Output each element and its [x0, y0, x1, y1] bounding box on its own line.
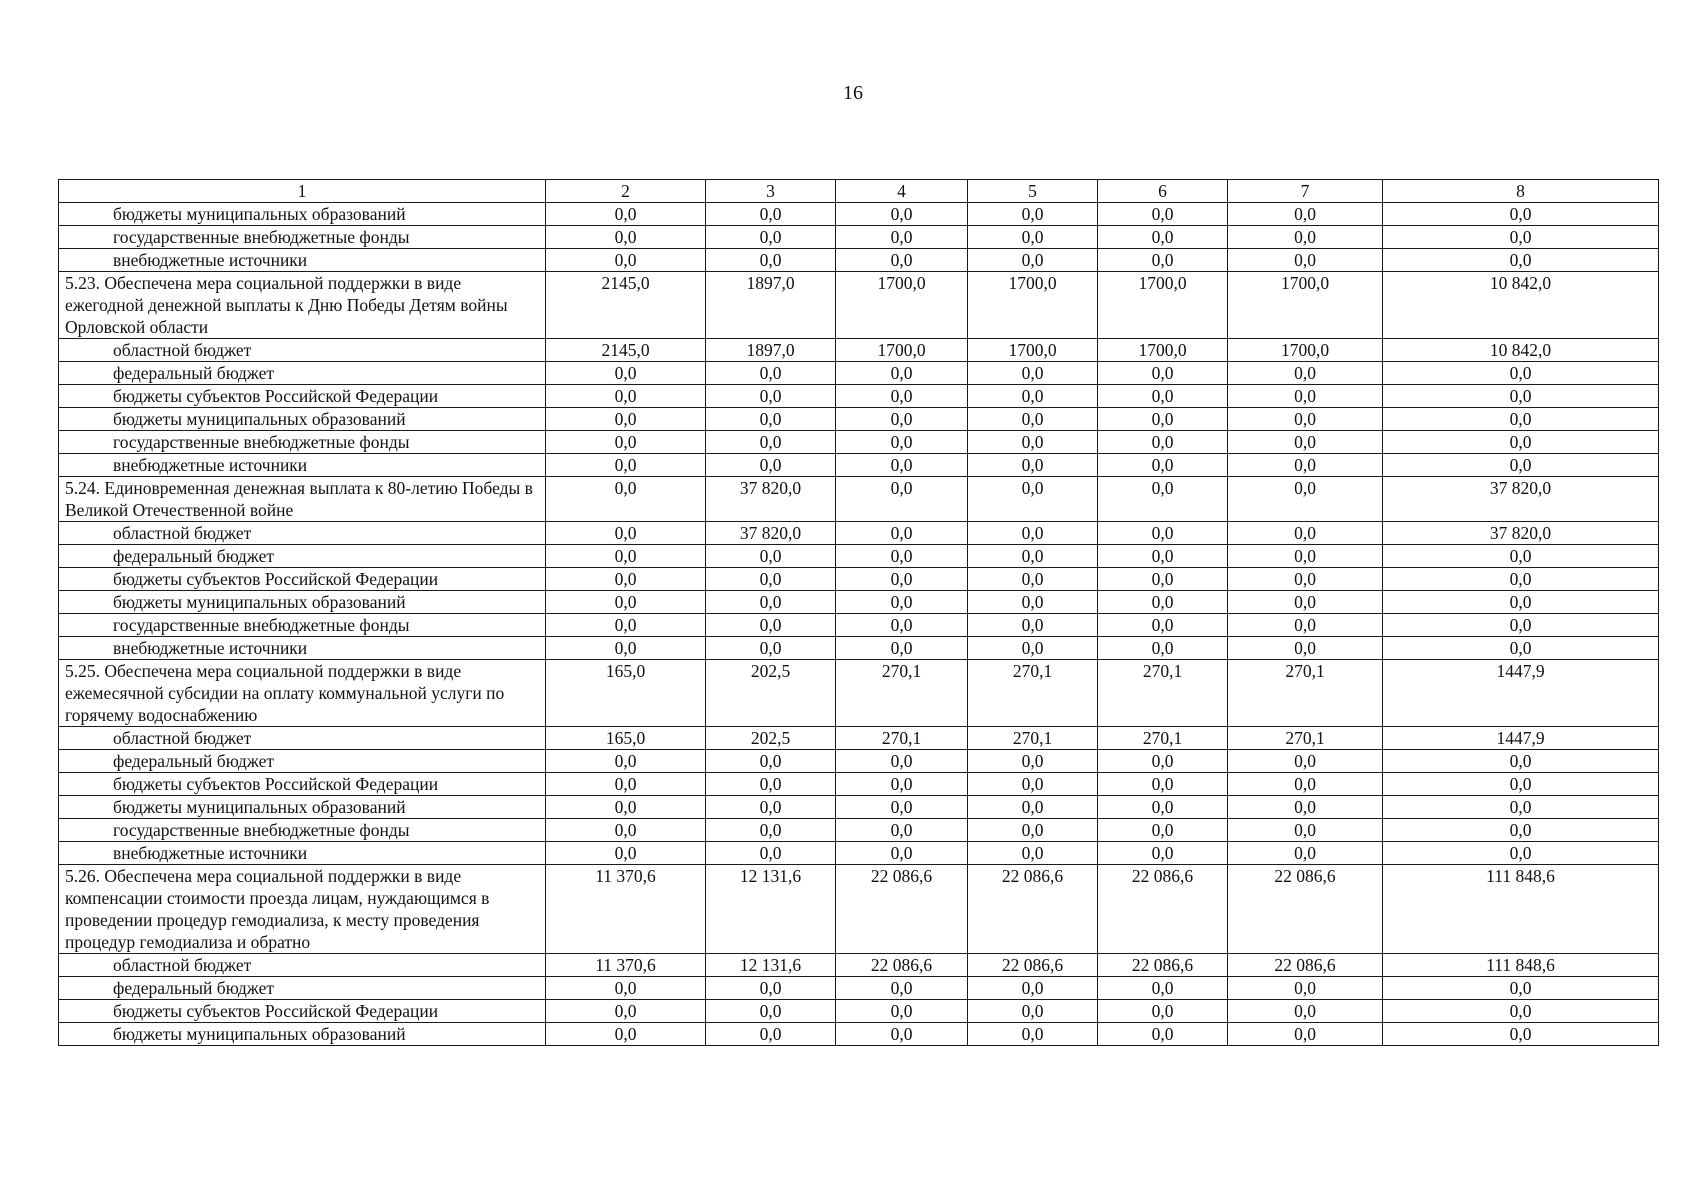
value-cell: 10 842,0 — [1383, 272, 1659, 339]
measure-row — [59, 660, 1659, 727]
value-cell: 0,0 — [1098, 545, 1228, 568]
funding-source-row — [59, 637, 1659, 660]
value-cell: 0,0 — [968, 477, 1098, 522]
funding-source-label: внебюджетные источники — [59, 454, 546, 477]
value-cell: 0,0 — [1383, 431, 1659, 454]
value-cell: 0,0 — [968, 522, 1098, 545]
value-cell: 0,0 — [706, 385, 836, 408]
value-cell: 0,0 — [1228, 477, 1383, 522]
value-cell: 0,0 — [836, 522, 968, 545]
measure-label: 5.25. Обеспечена мера социальной поддержки в виде ежемесячной субсидии на оплату коммунальной услуги по горячему водоснабжению — [59, 660, 546, 727]
value-cell: 270,1 — [1098, 660, 1228, 727]
value-cell: 0,0 — [968, 637, 1098, 660]
value-cell: 0,0 — [968, 591, 1098, 614]
value-cell: 0,0 — [706, 568, 836, 591]
value-cell: 202,5 — [706, 727, 836, 750]
value-cell: 0,0 — [968, 568, 1098, 591]
funding-source-label: бюджеты субъектов Российской Федерации — [59, 773, 546, 796]
value-cell: 22 086,6 — [968, 954, 1098, 977]
value-cell: 0,0 — [1228, 977, 1383, 1000]
funding-source-label: государственные внебюджетные фонды — [59, 819, 546, 842]
value-cell: 37 820,0 — [706, 477, 836, 522]
value-cell: 0,0 — [546, 773, 706, 796]
value-cell: 0,0 — [1228, 203, 1383, 226]
value-cell: 0,0 — [968, 545, 1098, 568]
value-cell: 0,0 — [546, 522, 706, 545]
value-cell: 12 131,6 — [706, 954, 836, 977]
measure-label: 5.26. Обеспечена мера социальной поддержки в виде компенсации стоимости проезда лицам, нуждающимся в проведении процедур гемодиализа, к месту проведения процедур гемодиализа и обратно — [59, 865, 546, 954]
value-cell: 0,0 — [1383, 362, 1659, 385]
value-cell: 0,0 — [546, 454, 706, 477]
funding-source-label: федеральный бюджет — [59, 545, 546, 568]
column-number-cell: 5 — [968, 180, 1098, 203]
funding-source-row — [59, 203, 1659, 226]
budget-table — [58, 179, 1659, 1046]
value-cell: 0,0 — [706, 431, 836, 454]
value-cell: 0,0 — [968, 454, 1098, 477]
value-cell: 0,0 — [1098, 614, 1228, 637]
column-number-cell: 8 — [1383, 180, 1659, 203]
value-cell: 0,0 — [706, 545, 836, 568]
value-cell: 0,0 — [546, 1023, 706, 1046]
value-cell: 0,0 — [1098, 773, 1228, 796]
value-cell: 0,0 — [1383, 385, 1659, 408]
funding-source-row — [59, 522, 1659, 545]
value-cell: 0,0 — [1098, 842, 1228, 865]
funding-source-row — [59, 796, 1659, 819]
column-number-cell: 2 — [546, 180, 706, 203]
measure-row — [59, 477, 1659, 522]
value-cell: 0,0 — [836, 454, 968, 477]
value-cell: 0,0 — [546, 591, 706, 614]
measure-row — [59, 865, 1659, 954]
value-cell: 0,0 — [546, 226, 706, 249]
value-cell: 0,0 — [1383, 408, 1659, 431]
value-cell: 0,0 — [1383, 637, 1659, 660]
value-cell: 0,0 — [546, 614, 706, 637]
value-cell: 0,0 — [1098, 977, 1228, 1000]
funding-source-row — [59, 819, 1659, 842]
funding-source-label: федеральный бюджет — [59, 362, 546, 385]
value-cell: 0,0 — [706, 249, 836, 272]
value-cell: 0,0 — [836, 477, 968, 522]
value-cell: 1700,0 — [836, 272, 968, 339]
value-cell: 111 848,6 — [1383, 954, 1659, 977]
value-cell: 0,0 — [546, 385, 706, 408]
value-cell: 0,0 — [968, 773, 1098, 796]
page-number: 16 — [843, 82, 863, 104]
value-cell: 11 370,6 — [546, 865, 706, 954]
value-cell: 0,0 — [1098, 454, 1228, 477]
value-cell: 0,0 — [546, 545, 706, 568]
column-number-cell: 6 — [1098, 180, 1228, 203]
measure-row — [59, 272, 1659, 339]
value-cell: 1897,0 — [706, 272, 836, 339]
value-cell: 270,1 — [968, 727, 1098, 750]
funding-source-row — [59, 954, 1659, 977]
value-cell: 0,0 — [1383, 591, 1659, 614]
funding-source-label: внебюджетные источники — [59, 637, 546, 660]
value-cell: 0,0 — [836, 431, 968, 454]
value-cell: 1700,0 — [1228, 272, 1383, 339]
value-cell: 22 086,6 — [836, 954, 968, 977]
funding-source-row — [59, 591, 1659, 614]
value-cell: 0,0 — [1098, 819, 1228, 842]
value-cell: 0,0 — [1098, 385, 1228, 408]
value-cell: 0,0 — [706, 362, 836, 385]
funding-source-label: бюджеты муниципальных образований — [59, 203, 546, 226]
value-cell: 0,0 — [968, 1023, 1098, 1046]
value-cell: 0,0 — [1228, 796, 1383, 819]
value-cell: 1447,9 — [1383, 727, 1659, 750]
measure-label: 5.24. Единовременная денежная выплата к 80-летию Победы в Великой Отечественной войне — [59, 477, 546, 522]
value-cell: 0,0 — [836, 385, 968, 408]
value-cell: 37 820,0 — [1383, 522, 1659, 545]
funding-source-label: федеральный бюджет — [59, 750, 546, 773]
value-cell: 1700,0 — [1098, 272, 1228, 339]
value-cell: 0,0 — [836, 819, 968, 842]
value-cell: 0,0 — [968, 796, 1098, 819]
value-cell: 0,0 — [1383, 614, 1659, 637]
value-cell: 0,0 — [1098, 750, 1228, 773]
column-number-cell: 3 — [706, 180, 836, 203]
value-cell: 0,0 — [836, 1000, 968, 1023]
value-cell: 1700,0 — [968, 339, 1098, 362]
value-cell: 0,0 — [836, 842, 968, 865]
value-cell: 0,0 — [546, 203, 706, 226]
funding-source-row — [59, 842, 1659, 865]
value-cell: 0,0 — [706, 977, 836, 1000]
funding-source-label: областной бюджет — [59, 727, 546, 750]
value-cell: 0,0 — [1228, 545, 1383, 568]
value-cell: 0,0 — [968, 226, 1098, 249]
value-cell: 0,0 — [1098, 568, 1228, 591]
value-cell: 0,0 — [1383, 842, 1659, 865]
value-cell: 0,0 — [706, 796, 836, 819]
funding-source-label: областной бюджет — [59, 339, 546, 362]
value-cell: 0,0 — [1228, 385, 1383, 408]
value-cell: 0,0 — [1383, 796, 1659, 819]
value-cell: 0,0 — [968, 408, 1098, 431]
funding-source-label: бюджеты муниципальных образований — [59, 591, 546, 614]
funding-source-label: бюджеты субъектов Российской Федерации — [59, 385, 546, 408]
value-cell: 0,0 — [968, 385, 1098, 408]
value-cell: 0,0 — [706, 591, 836, 614]
value-cell: 0,0 — [546, 750, 706, 773]
value-cell: 0,0 — [1228, 226, 1383, 249]
value-cell: 22 086,6 — [968, 865, 1098, 954]
value-cell: 0,0 — [1228, 522, 1383, 545]
funding-source-label: бюджеты муниципальных образований — [59, 408, 546, 431]
funding-source-row — [59, 977, 1659, 1000]
value-cell: 0,0 — [706, 203, 836, 226]
value-cell: 0,0 — [546, 1000, 706, 1023]
value-cell: 22 086,6 — [836, 865, 968, 954]
value-cell: 1700,0 — [836, 339, 968, 362]
value-cell: 0,0 — [1098, 522, 1228, 545]
value-cell: 0,0 — [1383, 545, 1659, 568]
value-cell: 1447,9 — [1383, 660, 1659, 727]
value-cell: 0,0 — [706, 454, 836, 477]
value-cell: 0,0 — [706, 773, 836, 796]
value-cell: 0,0 — [968, 842, 1098, 865]
value-cell: 0,0 — [968, 1000, 1098, 1023]
funding-source-row — [59, 454, 1659, 477]
value-cell: 0,0 — [836, 614, 968, 637]
value-cell: 0,0 — [546, 249, 706, 272]
value-cell: 165,0 — [546, 727, 706, 750]
funding-source-label: федеральный бюджет — [59, 977, 546, 1000]
value-cell: 0,0 — [1383, 1000, 1659, 1023]
value-cell: 0,0 — [1228, 568, 1383, 591]
value-cell: 165,0 — [546, 660, 706, 727]
value-cell: 0,0 — [836, 773, 968, 796]
value-cell: 0,0 — [1228, 1023, 1383, 1046]
column-number-row — [59, 180, 1659, 203]
value-cell: 0,0 — [1098, 796, 1228, 819]
value-cell: 0,0 — [968, 819, 1098, 842]
value-cell: 0,0 — [1098, 477, 1228, 522]
value-cell: 0,0 — [1383, 819, 1659, 842]
funding-source-label: внебюджетные источники — [59, 249, 546, 272]
value-cell: 0,0 — [1383, 568, 1659, 591]
funding-source-row — [59, 568, 1659, 591]
value-cell: 0,0 — [546, 408, 706, 431]
value-cell: 270,1 — [968, 660, 1098, 727]
value-cell: 0,0 — [1383, 750, 1659, 773]
value-cell: 0,0 — [546, 568, 706, 591]
value-cell: 0,0 — [1383, 454, 1659, 477]
value-cell: 0,0 — [968, 977, 1098, 1000]
funding-source-row — [59, 545, 1659, 568]
funding-source-row — [59, 727, 1659, 750]
value-cell: 0,0 — [1228, 637, 1383, 660]
value-cell: 0,0 — [706, 842, 836, 865]
value-cell: 0,0 — [836, 203, 968, 226]
value-cell: 0,0 — [1098, 1023, 1228, 1046]
value-cell: 0,0 — [706, 1000, 836, 1023]
funding-source-row — [59, 614, 1659, 637]
value-cell: 0,0 — [1383, 977, 1659, 1000]
value-cell: 22 086,6 — [1228, 954, 1383, 977]
value-cell: 0,0 — [1098, 362, 1228, 385]
funding-source-label: областной бюджет — [59, 954, 546, 977]
funding-source-label: областной бюджет — [59, 522, 546, 545]
value-cell: 0,0 — [1228, 431, 1383, 454]
value-cell: 0,0 — [836, 568, 968, 591]
value-cell: 0,0 — [546, 842, 706, 865]
funding-source-label: внебюджетные источники — [59, 842, 546, 865]
value-cell: 0,0 — [968, 249, 1098, 272]
value-cell: 0,0 — [968, 614, 1098, 637]
funding-source-label: бюджеты субъектов Российской Федерации — [59, 568, 546, 591]
value-cell: 0,0 — [836, 408, 968, 431]
value-cell: 0,0 — [836, 1023, 968, 1046]
value-cell: 0,0 — [968, 362, 1098, 385]
value-cell: 0,0 — [1383, 773, 1659, 796]
value-cell: 0,0 — [546, 977, 706, 1000]
value-cell: 11 370,6 — [546, 954, 706, 977]
value-cell: 2145,0 — [546, 272, 706, 339]
funding-source-row — [59, 1023, 1659, 1046]
funding-source-label: государственные внебюджетные фонды — [59, 614, 546, 637]
value-cell: 0,0 — [1228, 773, 1383, 796]
value-cell: 0,0 — [1098, 203, 1228, 226]
value-cell: 0,0 — [968, 431, 1098, 454]
value-cell: 0,0 — [1383, 249, 1659, 272]
value-cell: 0,0 — [1228, 362, 1383, 385]
value-cell: 1700,0 — [1098, 339, 1228, 362]
value-cell: 2145,0 — [546, 339, 706, 362]
value-cell: 10 842,0 — [1383, 339, 1659, 362]
value-cell: 1700,0 — [968, 272, 1098, 339]
value-cell: 22 086,6 — [1098, 865, 1228, 954]
value-cell: 0,0 — [836, 750, 968, 773]
value-cell: 0,0 — [546, 796, 706, 819]
value-cell: 0,0 — [836, 637, 968, 660]
value-cell: 0,0 — [1228, 591, 1383, 614]
value-cell: 0,0 — [836, 362, 968, 385]
value-cell: 0,0 — [836, 977, 968, 1000]
value-cell: 0,0 — [706, 637, 836, 660]
value-cell: 270,1 — [1098, 727, 1228, 750]
funding-source-row — [59, 339, 1659, 362]
value-cell: 0,0 — [546, 477, 706, 522]
value-cell: 0,0 — [546, 362, 706, 385]
value-cell: 0,0 — [706, 1023, 836, 1046]
value-cell: 0,0 — [706, 614, 836, 637]
value-cell: 0,0 — [706, 750, 836, 773]
value-cell: 37 820,0 — [706, 522, 836, 545]
value-cell: 270,1 — [836, 727, 968, 750]
value-cell: 270,1 — [1228, 660, 1383, 727]
value-cell: 12 131,6 — [706, 865, 836, 954]
funding-source-row — [59, 362, 1659, 385]
value-cell: 0,0 — [706, 408, 836, 431]
value-cell: 0,0 — [1228, 454, 1383, 477]
value-cell: 0,0 — [706, 819, 836, 842]
funding-source-row — [59, 750, 1659, 773]
funding-source-row — [59, 1000, 1659, 1023]
funding-source-label: государственные внебюджетные фонды — [59, 431, 546, 454]
measure-label: 5.23. Обеспечена мера социальной поддержки в виде ежегодной денежной выплаты к Дню Победы Детям войны Орловской области — [59, 272, 546, 339]
value-cell: 0,0 — [836, 591, 968, 614]
table-body — [59, 180, 1659, 1046]
funding-source-label: бюджеты субъектов Российской Федерации — [59, 1000, 546, 1023]
funding-source-row — [59, 431, 1659, 454]
value-cell: 0,0 — [1228, 1000, 1383, 1023]
value-cell: 0,0 — [836, 545, 968, 568]
value-cell: 0,0 — [1098, 249, 1228, 272]
value-cell: 37 820,0 — [1383, 477, 1659, 522]
value-cell: 0,0 — [968, 750, 1098, 773]
value-cell: 202,5 — [706, 660, 836, 727]
column-number-cell: 1 — [59, 180, 546, 203]
value-cell: 0,0 — [1383, 226, 1659, 249]
value-cell: 0,0 — [1228, 249, 1383, 272]
value-cell: 22 086,6 — [1098, 954, 1228, 977]
funding-source-label: бюджеты муниципальных образований — [59, 796, 546, 819]
value-cell: 0,0 — [1383, 1023, 1659, 1046]
value-cell: 1897,0 — [706, 339, 836, 362]
value-cell: 0,0 — [1228, 750, 1383, 773]
value-cell: 0,0 — [1098, 637, 1228, 660]
value-cell: 0,0 — [1228, 614, 1383, 637]
funding-source-label: государственные внебюджетные фонды — [59, 226, 546, 249]
value-cell: 0,0 — [1098, 1000, 1228, 1023]
value-cell: 0,0 — [1098, 431, 1228, 454]
value-cell: 270,1 — [1228, 727, 1383, 750]
value-cell: 0,0 — [1228, 819, 1383, 842]
funding-source-row — [59, 773, 1659, 796]
value-cell: 0,0 — [546, 819, 706, 842]
value-cell: 0,0 — [546, 637, 706, 660]
value-cell: 0,0 — [968, 203, 1098, 226]
funding-source-row — [59, 249, 1659, 272]
value-cell: 0,0 — [1228, 842, 1383, 865]
column-number-cell: 7 — [1228, 180, 1383, 203]
value-cell: 0,0 — [706, 226, 836, 249]
value-cell: 0,0 — [1098, 408, 1228, 431]
column-number-cell: 4 — [836, 180, 968, 203]
value-cell: 0,0 — [1228, 408, 1383, 431]
value-cell: 0,0 — [836, 226, 968, 249]
funding-source-row — [59, 226, 1659, 249]
funding-source-row — [59, 385, 1659, 408]
funding-source-row — [59, 408, 1659, 431]
value-cell: 0,0 — [1098, 226, 1228, 249]
funding-source-label: бюджеты муниципальных образований — [59, 1023, 546, 1046]
value-cell: 111 848,6 — [1383, 865, 1659, 954]
value-cell: 1700,0 — [1228, 339, 1383, 362]
value-cell: 270,1 — [836, 660, 968, 727]
value-cell: 22 086,6 — [1228, 865, 1383, 954]
value-cell: 0,0 — [836, 796, 968, 819]
value-cell: 0,0 — [836, 249, 968, 272]
value-cell: 0,0 — [546, 431, 706, 454]
value-cell: 0,0 — [1098, 591, 1228, 614]
value-cell: 0,0 — [1383, 203, 1659, 226]
